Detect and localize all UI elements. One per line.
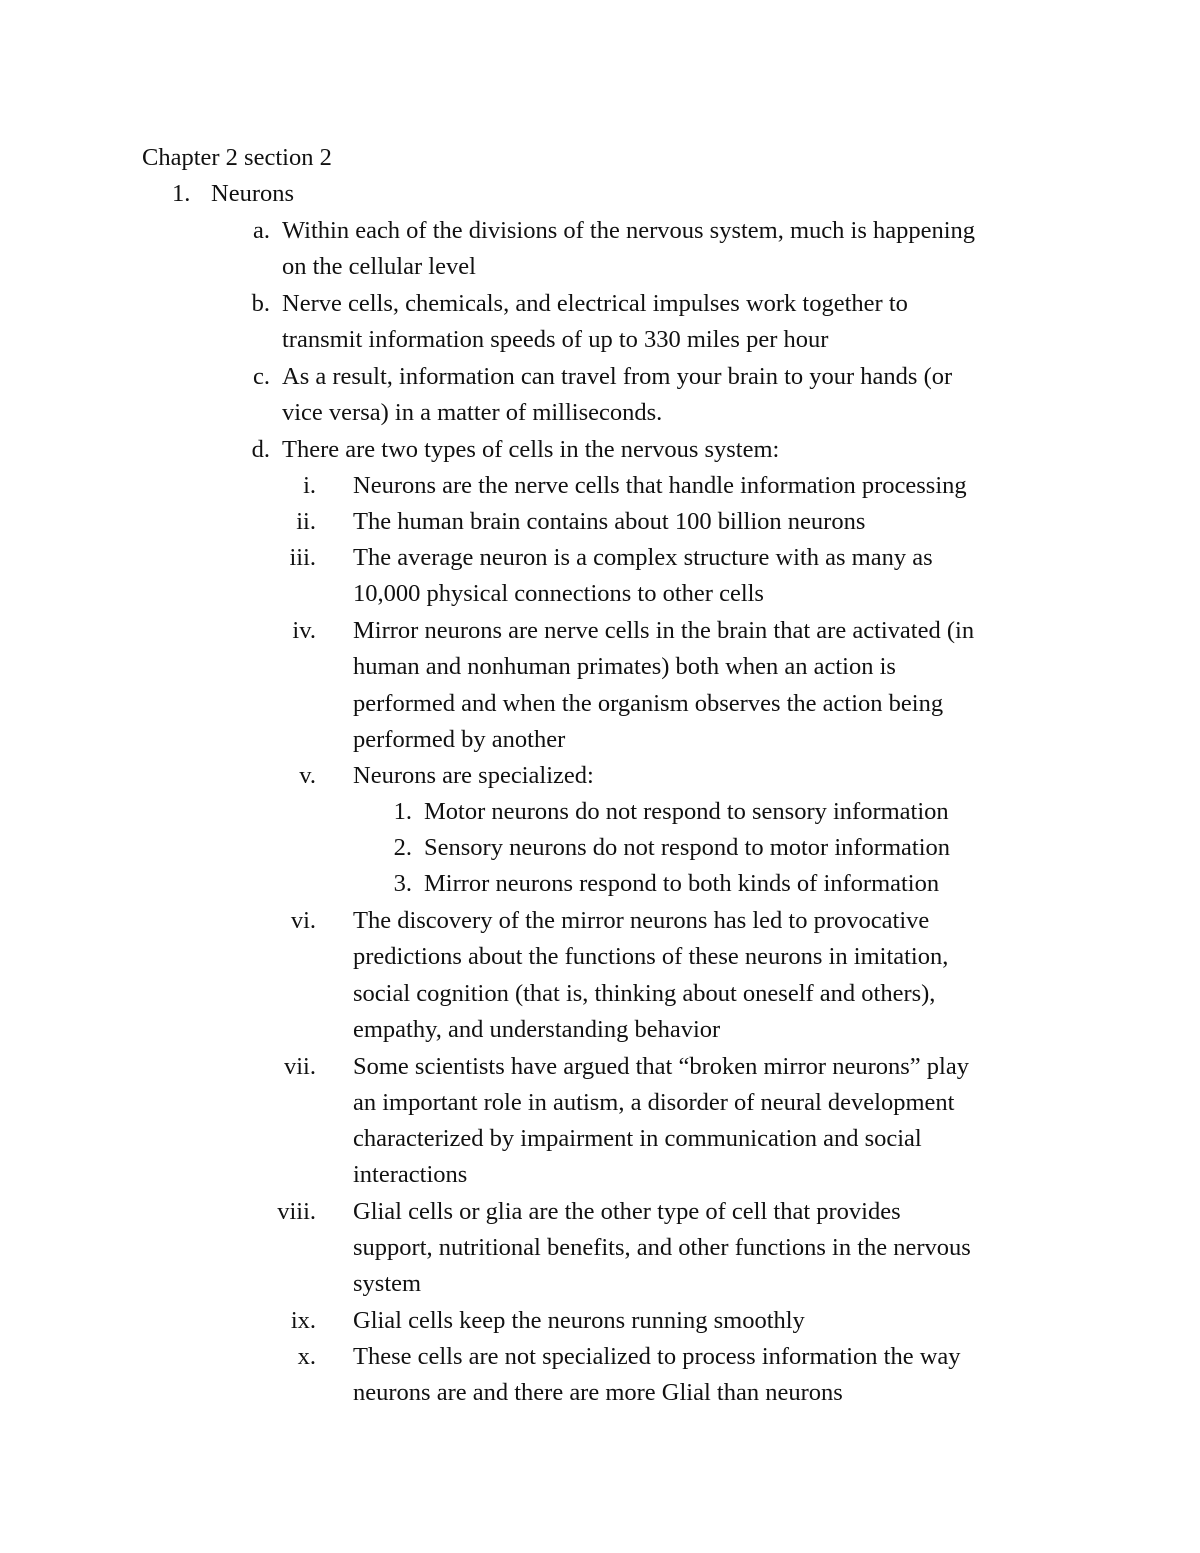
list-item-line: Neurons are specialized: — [353, 762, 594, 789]
list-marker: 1. — [172, 180, 191, 207]
list-item-line: 10,000 physical connections to other cells — [353, 580, 764, 607]
list-marker: 3. — [393, 870, 412, 897]
list-marker: iv. — [292, 617, 316, 644]
list-item-line: human and nonhuman primates) both when an action is — [353, 653, 896, 680]
list-marker: i. — [303, 472, 316, 499]
list-item-line: performed by another — [353, 726, 566, 753]
list-marker: ix. — [290, 1307, 316, 1334]
list-item-line: vice versa) in a matter of milliseconds. — [282, 399, 663, 426]
list-item-line: social cognition (that is, thinking about oneself and others), — [353, 980, 936, 1007]
list-marker: 1. — [393, 798, 412, 825]
list-item-line: As a result, information can travel from your brain to your hands (or — [282, 363, 953, 390]
list-marker: x. — [297, 1343, 316, 1370]
list-marker: b. — [251, 290, 270, 317]
list-item-line: Nerve cells, chemicals, and electrical impulses work together to — [282, 290, 908, 317]
list-marker: vii. — [284, 1053, 316, 1080]
document-title: Chapter 2 section 2 — [142, 144, 332, 171]
list-item-line: Sensory neurons do not respond to motor information — [424, 834, 951, 861]
list-item-line: empathy, and understanding behavior — [353, 1016, 721, 1043]
list-marker: viii. — [277, 1198, 316, 1225]
list-marker: d. — [251, 436, 270, 463]
list-item-line: Within each of the divisions of the nervous system, much is happening — [282, 217, 976, 244]
list-marker: iii. — [289, 544, 316, 571]
list-item-line: predictions about the functions of these neurons in imitation, — [353, 943, 949, 970]
list-item-line: system — [353, 1270, 422, 1297]
list-item-line: performed and when the organism observes the action being — [353, 690, 944, 717]
list-item-line: Glial cells keep the neurons running smoothly — [353, 1307, 805, 1334]
list-item-line: The discovery of the mirror neurons has led to provocative — [353, 907, 930, 934]
list-item-line: interactions — [353, 1161, 468, 1188]
list-item-line: The human brain contains about 100 billion neurons — [353, 508, 866, 535]
list-item-line: on the cellular level — [282, 253, 476, 280]
list-item-line: Mirror neurons are nerve cells in the brain that are activated (in — [353, 617, 975, 644]
list-item-line: Neurons are the nerve cells that handle information processing — [353, 472, 967, 499]
list-item-line: Glial cells or glia are the other type of cell that provides — [353, 1198, 901, 1225]
list-marker: vi. — [290, 907, 316, 934]
list-item-line: The average neuron is a complex structure with as many as — [353, 544, 933, 571]
list-item-line: Mirror neurons respond to both kinds of information — [424, 870, 940, 897]
list-marker: c. — [253, 363, 270, 390]
section-heading: Neurons — [211, 180, 295, 207]
list-marker: v. — [299, 762, 316, 789]
list-item-line: characterized by impairment in communication and social — [353, 1125, 922, 1152]
list-marker: 2. — [393, 834, 412, 861]
list-item-line: Some scientists have argued that “broken mirror neurons” play — [353, 1053, 969, 1080]
list-item-line: neurons are and there are more Glial than neurons — [353, 1379, 843, 1406]
list-item-line: Motor neurons do not respond to sensory information — [424, 798, 949, 825]
list-item-line: These cells are not specialized to process information the way — [353, 1343, 961, 1370]
list-item-line: support, nutritional benefits, and other functions in the nervous — [353, 1234, 971, 1261]
list-marker: ii. — [296, 508, 316, 535]
list-item-line: There are two types of cells in the nervous system: — [282, 436, 780, 463]
list-marker: a. — [253, 217, 270, 244]
list-item-line: an important role in autism, a disorder of neural development — [353, 1089, 955, 1116]
list-item-line: transmit information speeds of up to 330 miles per hour — [282, 326, 829, 353]
